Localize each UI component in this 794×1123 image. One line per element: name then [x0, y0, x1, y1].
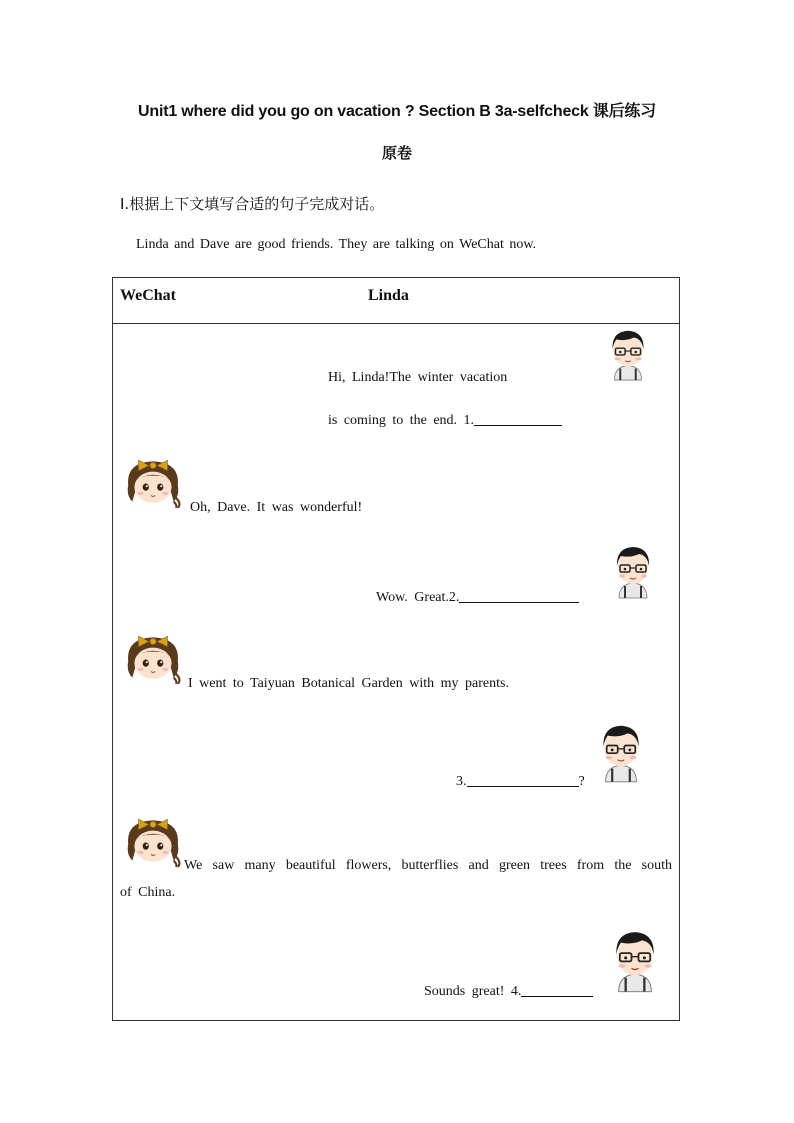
- chat-box: [112, 277, 680, 1021]
- boy-avatar-icon: [600, 924, 670, 994]
- linda-message-3-text: We saw many beautiful flowers, butterflies and green trees from the south: [184, 858, 672, 873]
- answer-blank-4[interactable]: [521, 982, 593, 997]
- intro-sentence: Linda and Dave are good friends. They are talking on WeChat now.: [136, 237, 537, 252]
- dave-message-1-line-2: [328, 411, 562, 429]
- document-subtitle: 原卷: [381, 145, 412, 162]
- exercise-instruction: Ⅰ.根据上下文填写合适的句子完成对话。: [120, 195, 385, 213]
- linda-message-2: I went to Taiyuan Botanical Garden with my parents.: [188, 676, 509, 691]
- dave-message-3: [456, 772, 585, 790]
- header-divider: [113, 323, 679, 324]
- linda-message-3-line-1: [120, 858, 672, 874]
- answer-blank-1[interactable]: [474, 411, 562, 426]
- girl-avatar-icon: [122, 632, 184, 684]
- chat-app-name: WeChat: [120, 287, 176, 304]
- linda-message-3-line-2: of China.: [120, 885, 176, 900]
- dave-message-4: [424, 982, 593, 1000]
- document-title: Unit1 where did you go on vacation ? Section B 3a-selfcheck 课后练习: [138, 103, 656, 120]
- answer-blank-3[interactable]: [467, 772, 579, 787]
- dave-message-2-text: Wow. Great.2.: [376, 590, 460, 605]
- chat-contact-name: Linda: [368, 287, 409, 304]
- boy-avatar-icon: [602, 540, 664, 600]
- boy-avatar-icon: [588, 718, 654, 784]
- boy-avatar-icon: [598, 324, 658, 382]
- question-mark: ?: [578, 774, 585, 789]
- dave-message-4-text: Sounds great! 4.: [424, 984, 522, 999]
- dave-message-2: [376, 588, 579, 606]
- dave-message-3-text: 3.: [456, 774, 467, 789]
- girl-avatar-icon: [122, 456, 184, 508]
- dave-message-1-line-1: Hi, Linda!The winter vacation: [328, 370, 508, 385]
- linda-message-1: Oh, Dave. It was wonderful!: [190, 500, 363, 515]
- dave-message-1-text: is coming to the end. 1.: [328, 413, 475, 428]
- answer-blank-2[interactable]: [459, 588, 579, 603]
